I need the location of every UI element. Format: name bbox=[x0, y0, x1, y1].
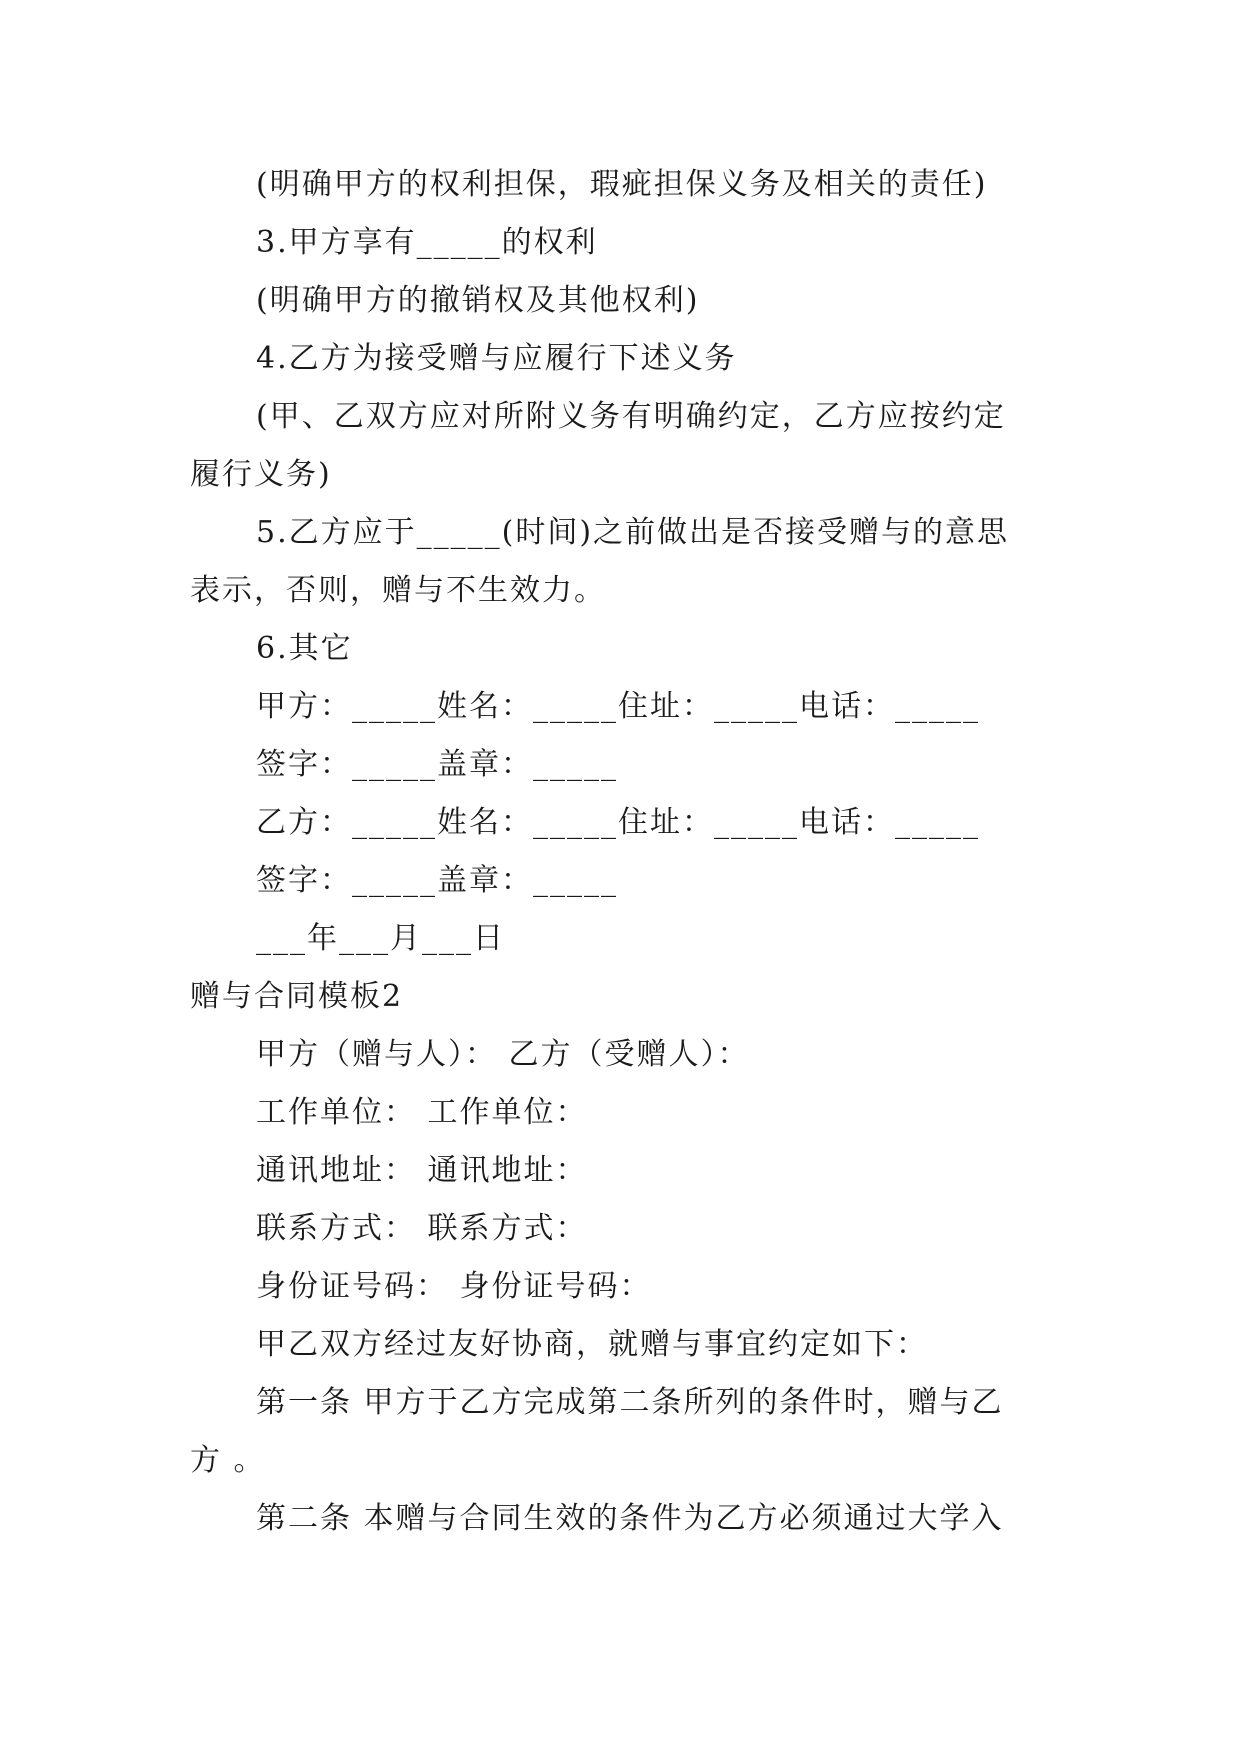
text-line: 联系方式： 联系方式： bbox=[256, 1211, 588, 1246]
signature-line: 乙方：_____姓名：_____住址：_____电话：_____ bbox=[256, 805, 980, 840]
text-line: 3.甲方享有_____的权利 bbox=[256, 225, 598, 260]
text-line: (明确甲方的权利担保，瑕疵担保义务及相关的责任) bbox=[256, 167, 988, 202]
text-line: 工作单位： 工作单位： bbox=[256, 1095, 588, 1130]
signature-line: 甲方：_____姓名：_____住址：_____电话：_____ bbox=[256, 689, 980, 724]
text-line: 6.其它 bbox=[256, 631, 353, 666]
text-line: 通讯地址： 通讯地址： bbox=[256, 1153, 588, 1188]
text-line: 甲方（赠与人）： 乙方（受赠人）： bbox=[256, 1037, 750, 1072]
text-line: 4.乙方为接受赠与应履行下述义务 bbox=[256, 341, 737, 376]
text-line: (甲、乙双方应对所附义务有明确约定，乙方应按约定 bbox=[256, 399, 1006, 434]
text-line: 方 。 bbox=[190, 1443, 266, 1478]
section-title: 赠与合同模板2 bbox=[190, 979, 404, 1014]
text-line: 履行义务) bbox=[190, 457, 332, 492]
text-line: (明确甲方的撤销权及其他权利) bbox=[256, 283, 700, 318]
date-line: ___年___月___日 bbox=[256, 921, 505, 956]
text-line: 5.乙方应于_____(时间)之前做出是否接受赠与的意思 bbox=[256, 515, 1010, 550]
signature-line: 签字：_____盖章：_____ bbox=[256, 863, 618, 898]
text-line: 表示，否则，赠与不生效力。 bbox=[190, 573, 606, 608]
text-line: 第一条 甲方于乙方完成第二条所列的条件时，赠与乙 bbox=[256, 1385, 1004, 1420]
text-line: 甲乙双方经过友好协商，就赠与事宜约定如下： bbox=[256, 1327, 928, 1362]
signature-line: 签字：_____盖章：_____ bbox=[256, 747, 618, 782]
text-line: 身份证号码： 身份证号码： bbox=[256, 1269, 652, 1304]
text-line: 第二条 本赠与合同生效的条件为乙方必须通过大学入 bbox=[256, 1501, 1004, 1536]
